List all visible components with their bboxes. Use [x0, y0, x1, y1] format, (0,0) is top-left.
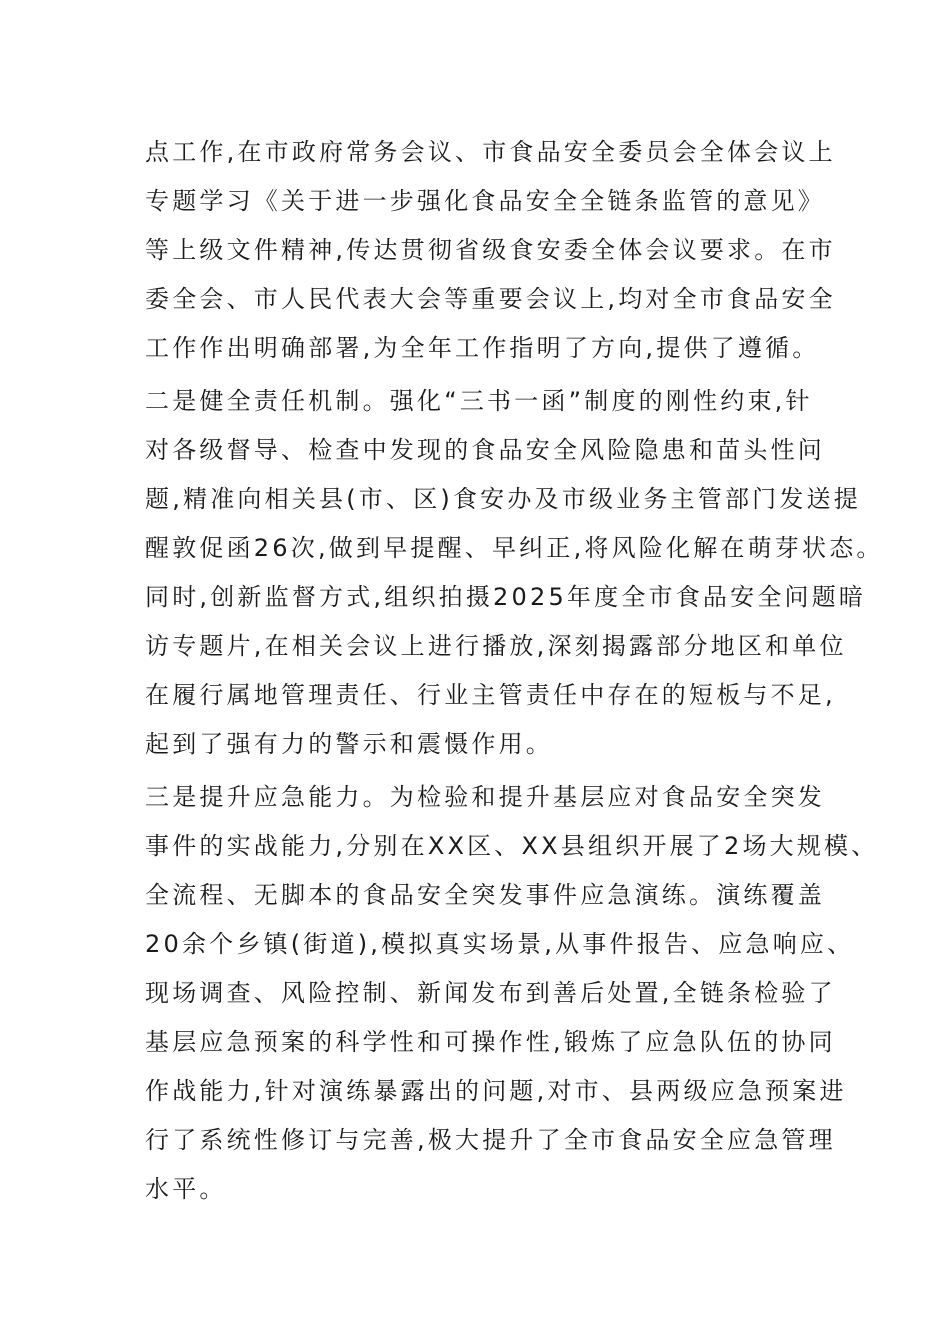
text-line: 三是提升应急能力。为检验和提升基层应对食品安全突发: [145, 783, 825, 811]
text-line: 事件的实战能力,分别在XX区、XX县组织开展了2场大规模、: [145, 832, 879, 860]
text-line: 作战能力,针对演练暴露出的问题,对市、县两级应急预案进: [145, 1077, 847, 1105]
text-line: 专题学习《关于进一步强化食品安全全链条监管的意见》: [145, 187, 825, 215]
text-line: 醒敦促函26次,做到早提醒、早纠正,将风险化解在萌芽状态。: [145, 534, 884, 562]
text-line: 基层应急预案的科学性和可操作性,锻炼了应急队伍的协同: [145, 1028, 836, 1056]
paragraph-meetings: [145, 133, 836, 378]
text-line: 等上级文件精神,传达贯彻省级食安委全体会议要求。在市: [145, 236, 836, 264]
text-line: 二是健全责任机制。强化“三书一函”制度的刚性约束,针: [145, 387, 813, 415]
text-line: 题,精准向相关县(市、区)食安办及市级业务主管部门发送提: [145, 485, 861, 513]
text-line: 点工作,在市政府常务会议、市食品安全委员会全体会议上: [145, 138, 836, 166]
text-line: 起到了强有力的警示和震慑作用。: [145, 730, 553, 758]
text-line: 全流程、无脚本的食品安全突发事件应急演练。演练覆盖: [145, 881, 825, 909]
text-line: 同时,创新监督方式,组织拍摄2025年度全市食品安全问题暗: [145, 583, 867, 611]
text-line: 现场调查、风险控制、新闻发布到善后处置,全链条检验了: [145, 979, 836, 1007]
paragraph-emergency-capability: [145, 778, 879, 1219]
text-line: 在履行属地管理责任、行业主管责任中存在的短板与不足,: [145, 681, 836, 709]
text-line: 水平。: [145, 1175, 227, 1203]
text-line: 行了系统性修订与完善,极大提升了全市食品安全应急管理: [145, 1126, 836, 1154]
text-line: 对各级督导、检查中发现的食品安全风险隐患和苗头性问: [145, 436, 825, 464]
text-line: 20余个乡镇(街道),模拟真实场景,从事件报告、应急响应、: [145, 930, 855, 958]
paragraph-responsibility-mechanism: [145, 382, 884, 774]
text-line: 访专题片,在相关会议上进行播放,深刻揭露部分地区和单位: [145, 632, 847, 660]
text-line: 委全会、市人民代表大会等重要会议上,均对全市食品安全: [145, 285, 836, 313]
text-line: 工作作出明确部署,为全年工作指明了方向,提供了遵循。: [145, 334, 820, 362]
document-page: [145, 133, 884, 1223]
